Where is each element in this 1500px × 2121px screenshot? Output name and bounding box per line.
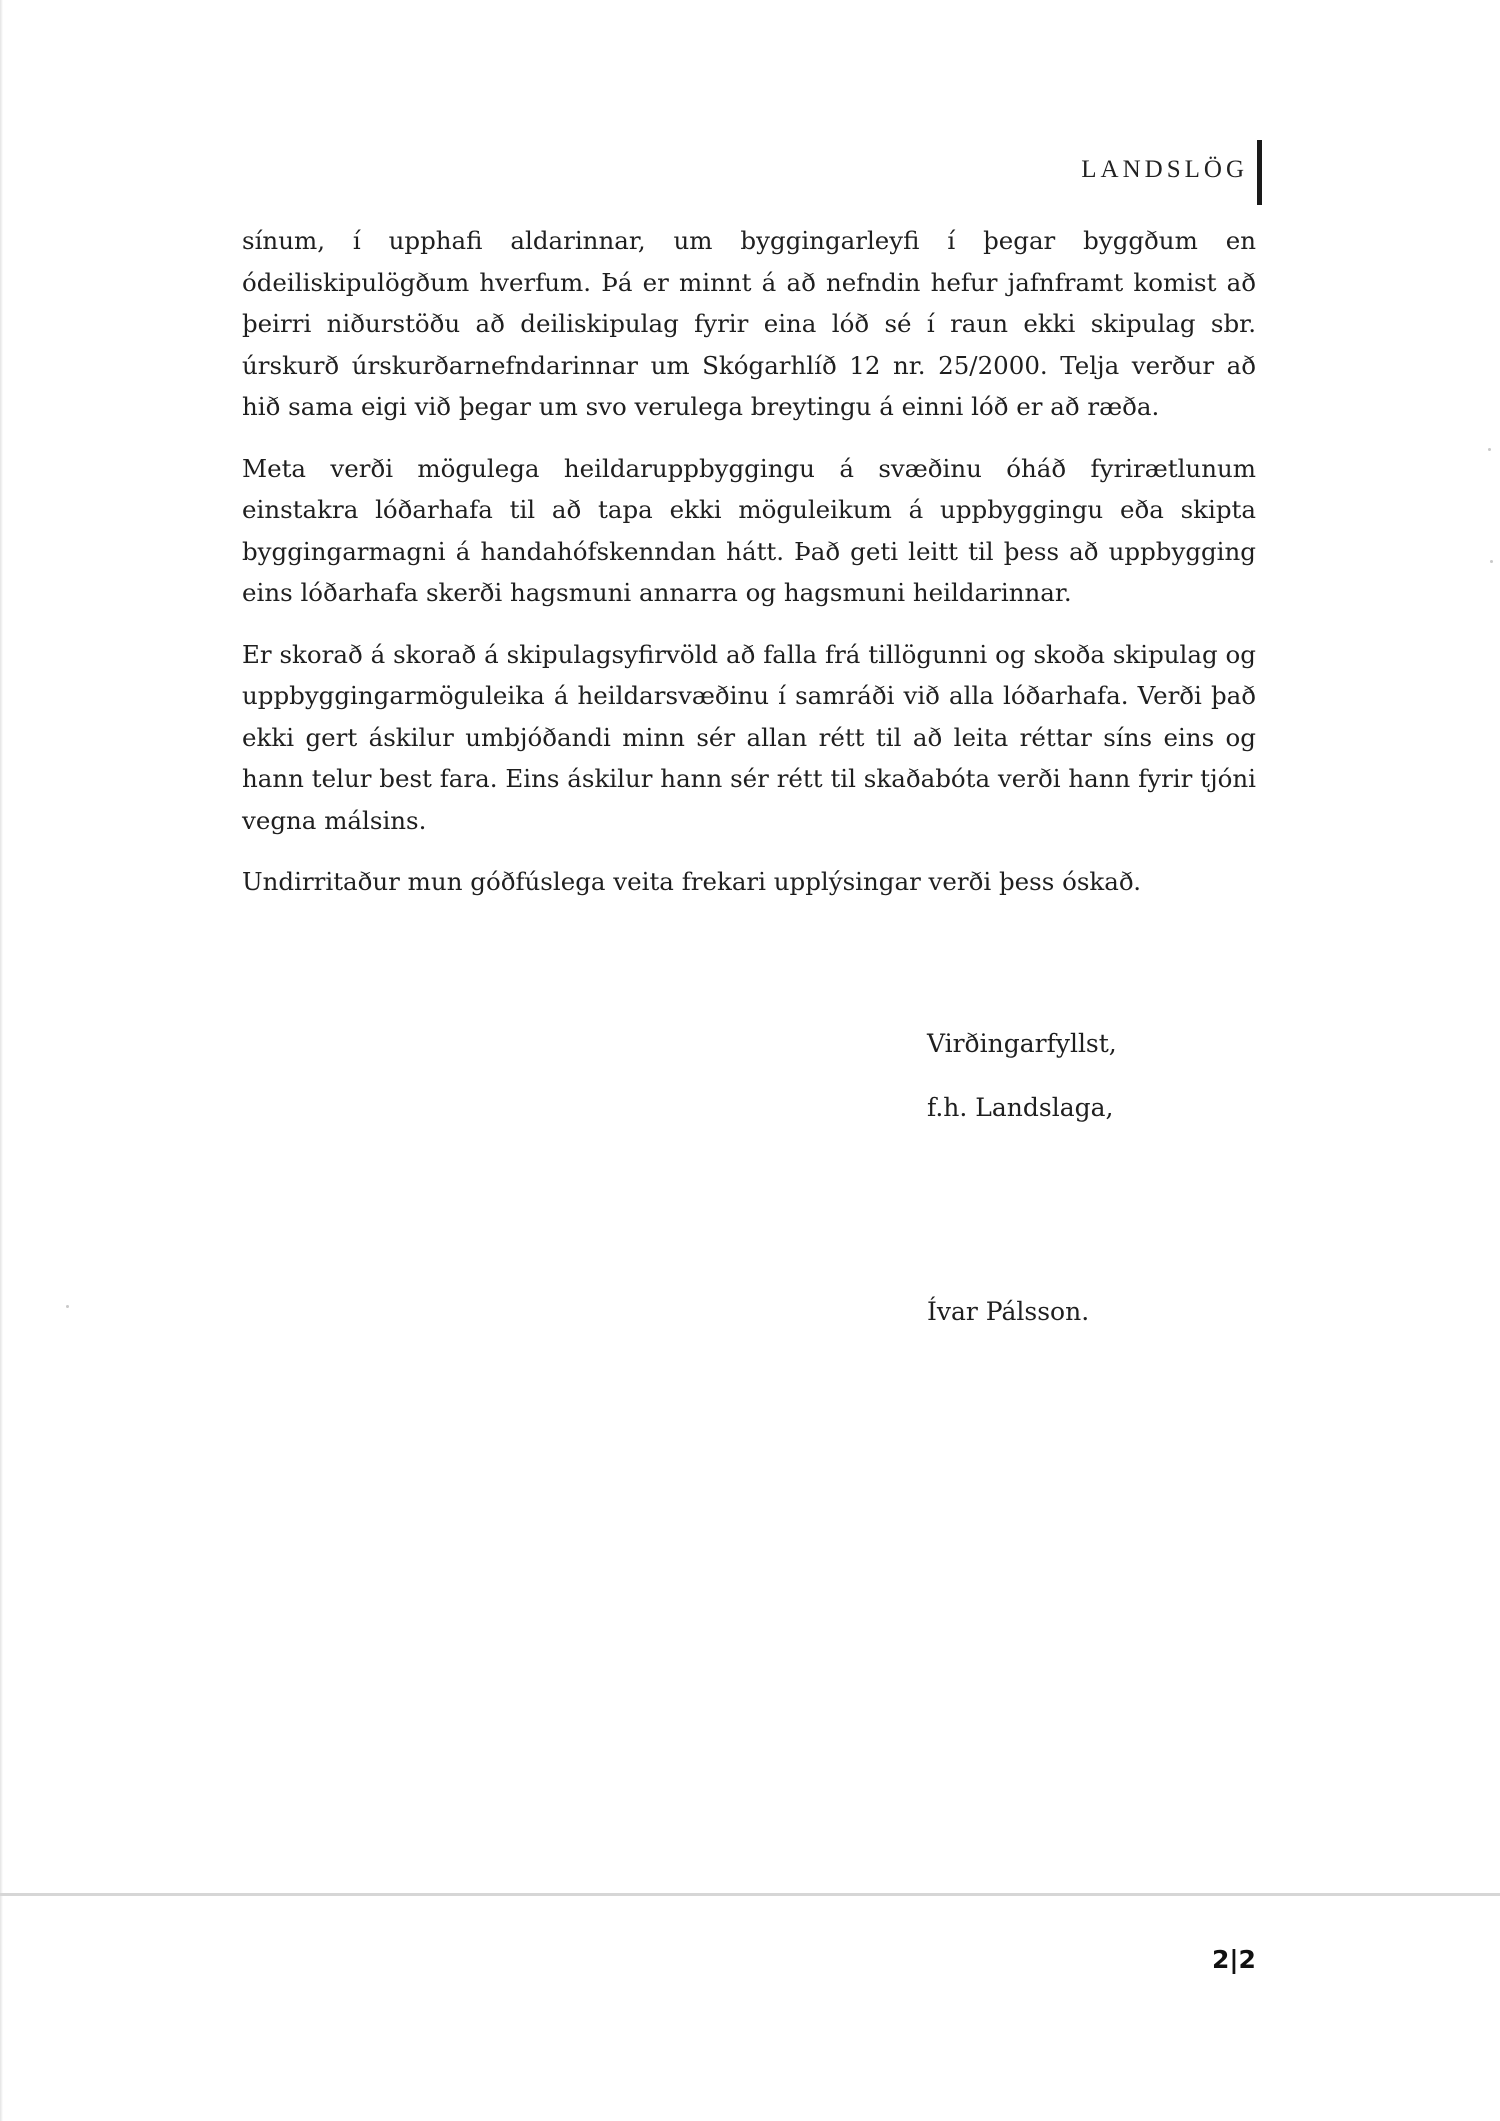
paragraph-1: sínum, í upphafi aldarinnar, um byggingarleyfi í þegar byggðum en ódeiliskipulögðum hverfum. Þá er minnt á að nefndin hefur jafnframt komist að þeirri niðurstöðu að deiliskipulag fyrir eina lóð sé í raun ekki skipulag sbr. úrskurð úrskurðarnefndarinnar um Skógarhlíð 12 nr. 25/2000. Telja verður að hið sama eigi við þegar um svo verulega breytingu á einni lóð er að ræða. — [242, 226, 1256, 421]
page-number: 2|2 — [1212, 1945, 1256, 1974]
signature-on-behalf: f.h. Landslaga, — [927, 1093, 1114, 1122]
letterhead-brand: LANDSLÖG — [1081, 156, 1248, 183]
scan-speck — [1490, 560, 1493, 563]
signature-closing: Virðingarfyllst, — [927, 1029, 1117, 1058]
paragraph-3: Er skorað á skorað á skipulagsyfirvöld að falla frá tillögunni og skoða skipulag og uppbyggingarmöguleika á heildarsvæðinu í samráði við alla lóðarhafa. Verði það ekki gert áskilur umbjóðandi minn sér allan rétt til að leita réttar síns eins og hann telur best fara. Eins áskilur hann sér rétt til skaðabóta verði hann fyrir tjóni vegna málsins. — [242, 639, 1256, 835]
scan-speck — [1488, 448, 1491, 451]
paragraph-4: Undirritaður mun góðfúslega veita frekari upplýsingar verði þess óskað. — [242, 867, 1141, 896]
scan-speck — [66, 1305, 69, 1308]
paragraph-2: Meta verði mögulega heildaruppbyggingu á svæðinu óháð fyrirætlunum einstakra lóðarhafa til að tapa ekki möguleikum á uppbyggingu eða skipta byggingarmagni á handahófskenndan hátt. Það geti leitt til þess að uppbygging eins lóðarhafa skerði hagsmuni annarra og hagsmuni heildarinnar. — [242, 453, 1256, 607]
signature-name: Ívar Pálsson. — [927, 1297, 1090, 1326]
letterhead-bar — [1257, 140, 1262, 205]
scan-edge — [0, 0, 3, 2121]
footer-rule — [0, 1893, 1500, 1896]
letter-body — [242, 220, 1256, 923]
